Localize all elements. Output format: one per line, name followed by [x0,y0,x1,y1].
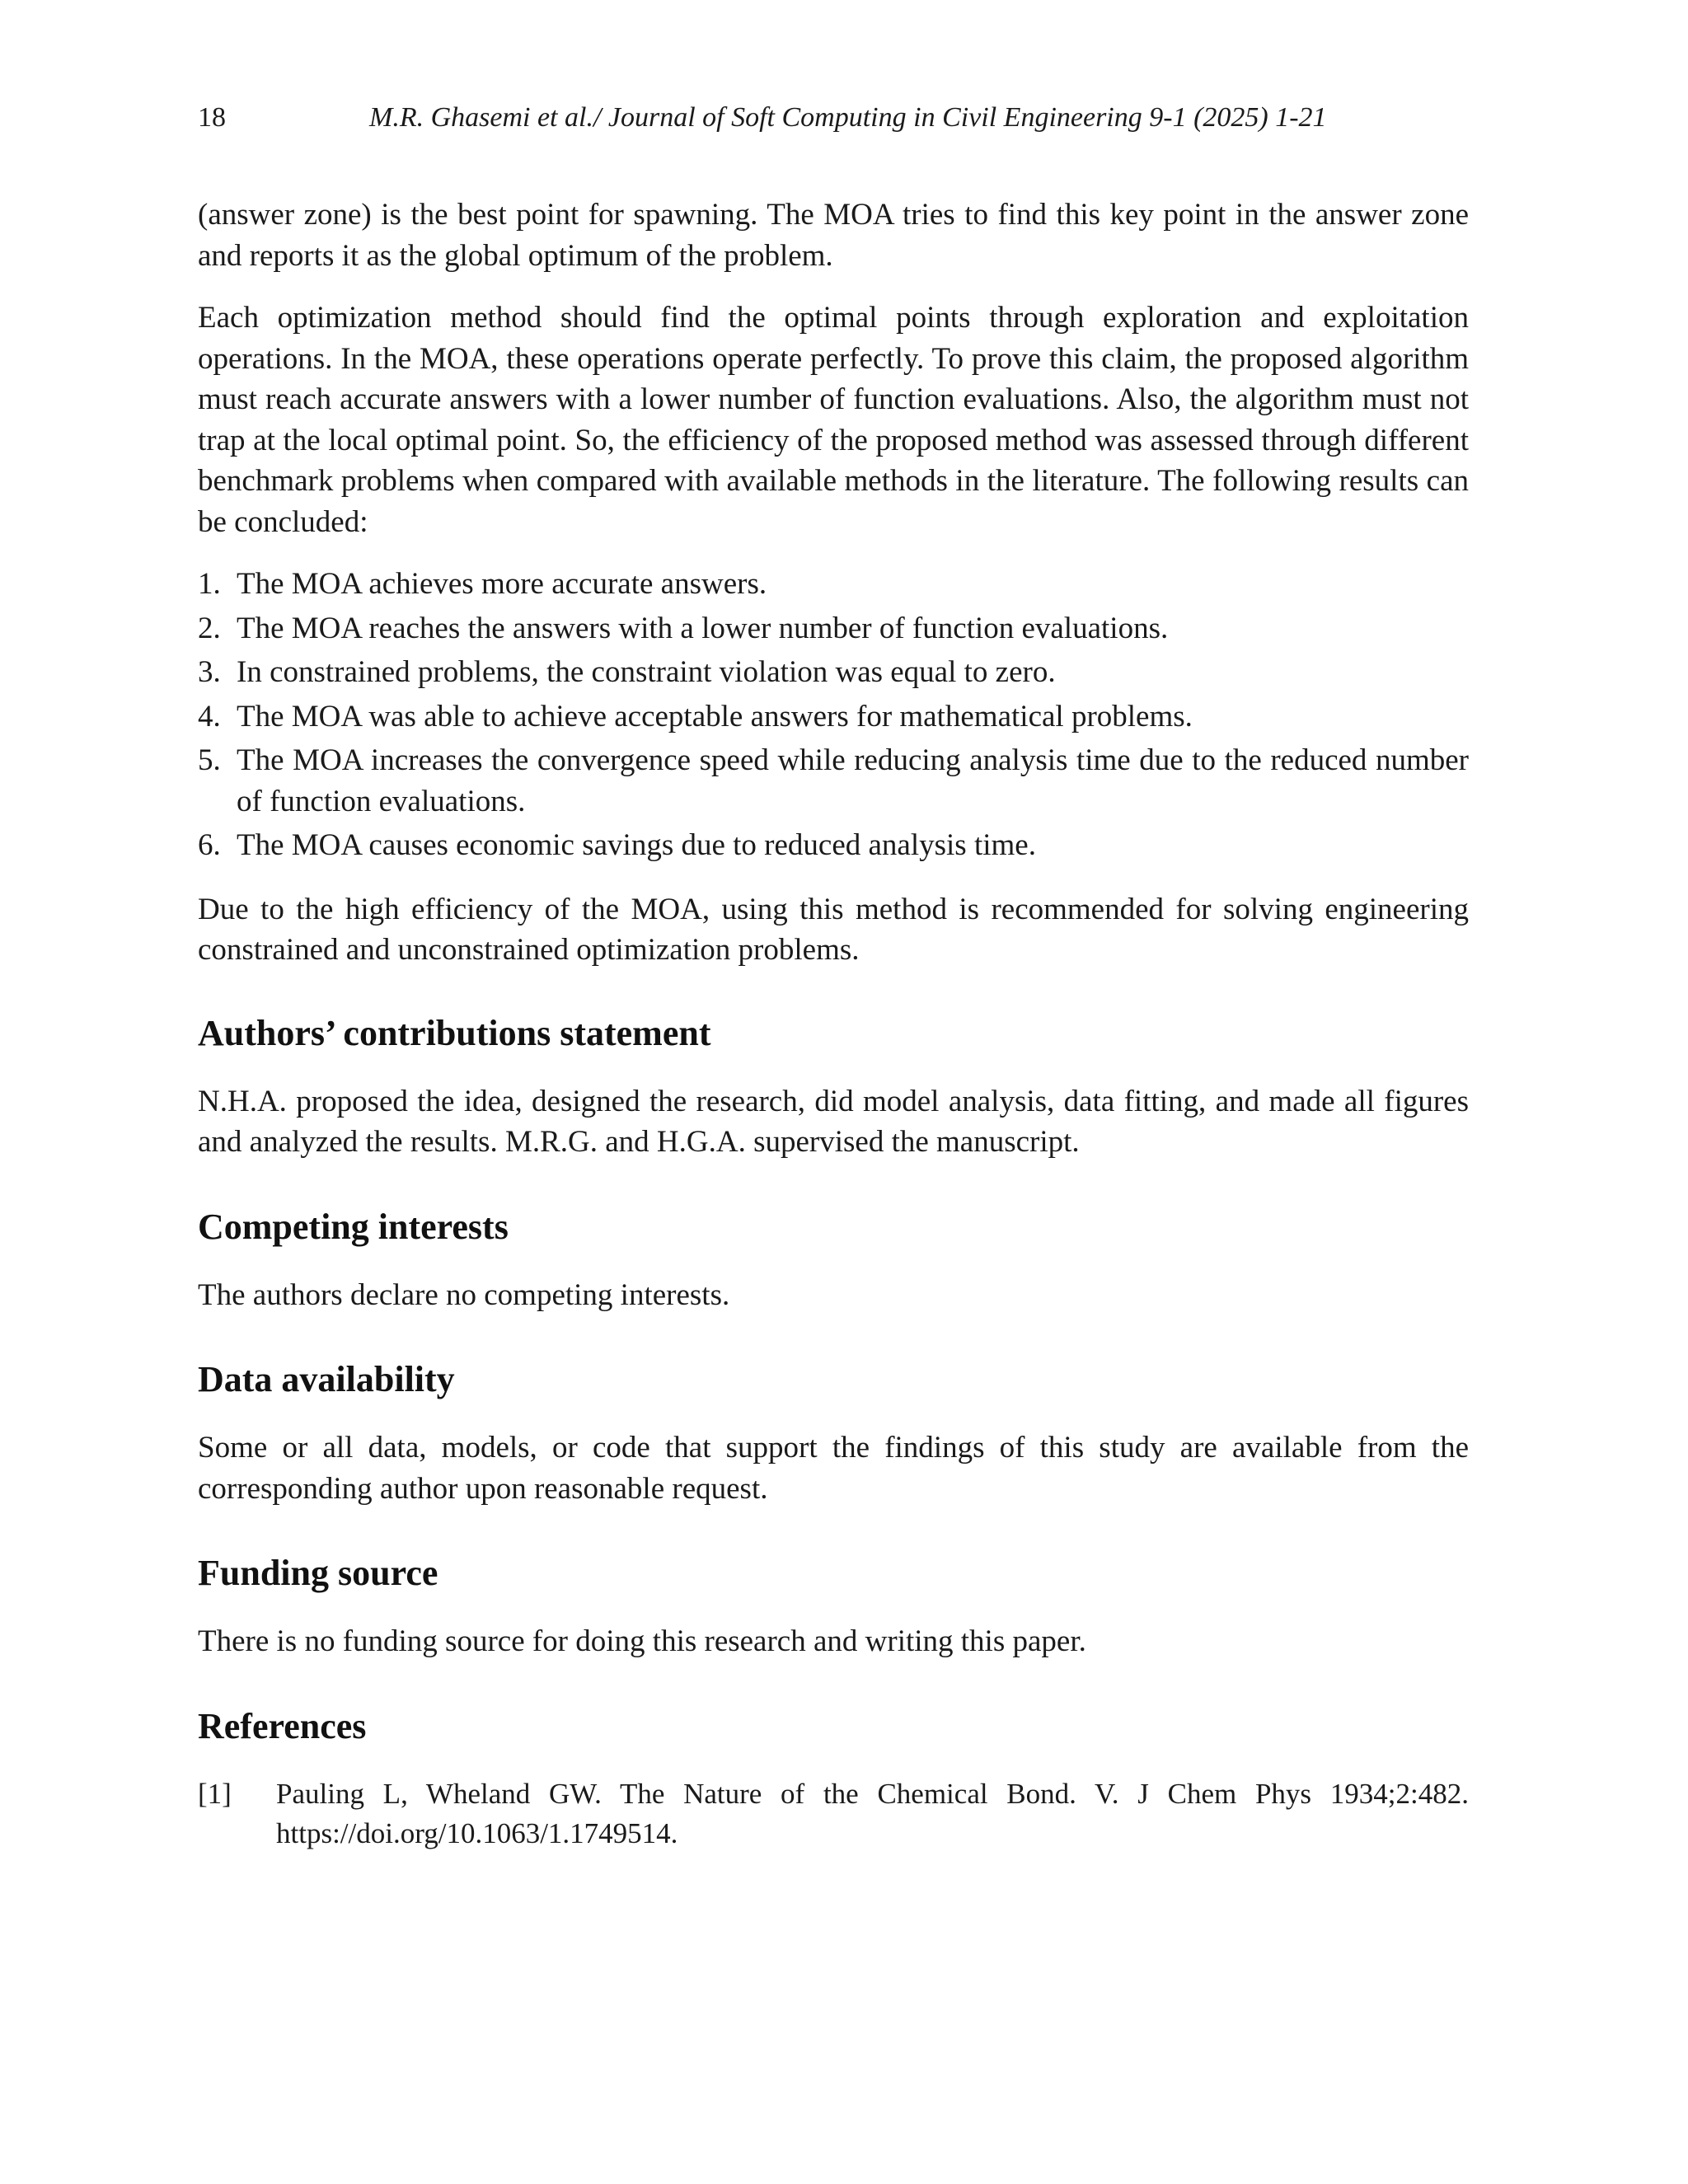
paragraph-intro: (answer zone) is the best point for spawning. The MOA tries to find this key point in the answer zone and reports it as the global optimum of the problem. [198,198,1469,273]
paragraph-conclusion: Due to the high efficiency of the MOA, using this method is recommended for solving engineering constrained and unconstrained optimization problems. [198,892,1469,967]
list-item [198,652,1469,693]
paragraph-efficiency: Each optimization method should find the optimal points through exploration and exploitation operations. In the MOA, these operations operate perfectly. To prove this claim, the proposed algorithm must reach accurate answers with a lower number of function evaluations. Also, the algorithm must not trap at the local optimal point. So, the efficiency of the proposed method was assessed through different benchmark problems when compared with available methods in the literature. The following results can be concluded: [198,301,1469,539]
heading-data-availability: Data availability [198,1359,455,1399]
list-item-number: 4. [198,699,221,733]
list-item-text: The MOA achieves more accurate answers. [237,567,767,601]
running-header [198,97,1484,138]
list-item-number: 2. [198,611,221,645]
paragraph-funding-source: There is no funding source for doing this research and writing this paper. [198,1624,1086,1658]
list-item-text: The MOA reaches the answers with a lower number of function evaluations. [237,611,1169,645]
list-item [198,740,1469,822]
list-item-number: 1. [198,567,221,601]
list-item [198,825,1469,866]
list-item-text: The MOA causes economic savings due to reduced analysis time. [237,828,1036,862]
list-item-number: 6. [198,828,221,862]
paragraph-data-availability: Some or all data, models, or code that support the findings of this study are available from the corresponding author upon reasonable request. [198,1431,1469,1506]
heading-competing-interests: Competing interests [198,1206,509,1247]
paragraph-competing-interests: The authors declare no competing interests. [198,1277,730,1312]
heading-references: References [198,1705,367,1746]
list-item-number: 5. [198,743,221,777]
page-number: 18 [198,102,226,133]
reference-item [198,1774,1469,1854]
list-item [198,608,1469,649]
heading-funding-source: Funding source [198,1553,438,1593]
list-item-text: The MOA was able to achieve acceptable answers for mathematical problems. [237,699,1193,733]
list-item-text: The MOA increases the convergence speed while reducing analysis time due to the reduced number of function evaluations. [237,743,1469,818]
list-item-number: 3. [198,655,221,689]
main-content [198,194,1469,1854]
reference-text: Pauling L, Wheland GW. The Nature of the Chemical Bond. V. J Chem Phys 1934;2:482. https://doi.org/10.1063/1.1749514. [276,1777,1469,1849]
heading-contributions: Authors’ contributions statement [198,1012,711,1053]
list-item-text: In constrained problems, the constraint violation was equal to zero. [237,655,1056,689]
list-item [198,564,1469,605]
results-list [198,564,1469,866]
list-item [198,696,1469,738]
journal-citation: M.R. Ghasemi et al./ Journal of Soft Computing in Civil Engineering 9-1 (2025) 1-21 [369,102,1327,133]
reference-number: [1] [198,1777,232,1810]
paragraph-contributions: N.H.A. proposed the idea, designed the research, did model analysis, data fitting, and made all figures and analyzed the results. M.R.G. and H.G.A. supervised the manuscript. [198,1084,1469,1159]
